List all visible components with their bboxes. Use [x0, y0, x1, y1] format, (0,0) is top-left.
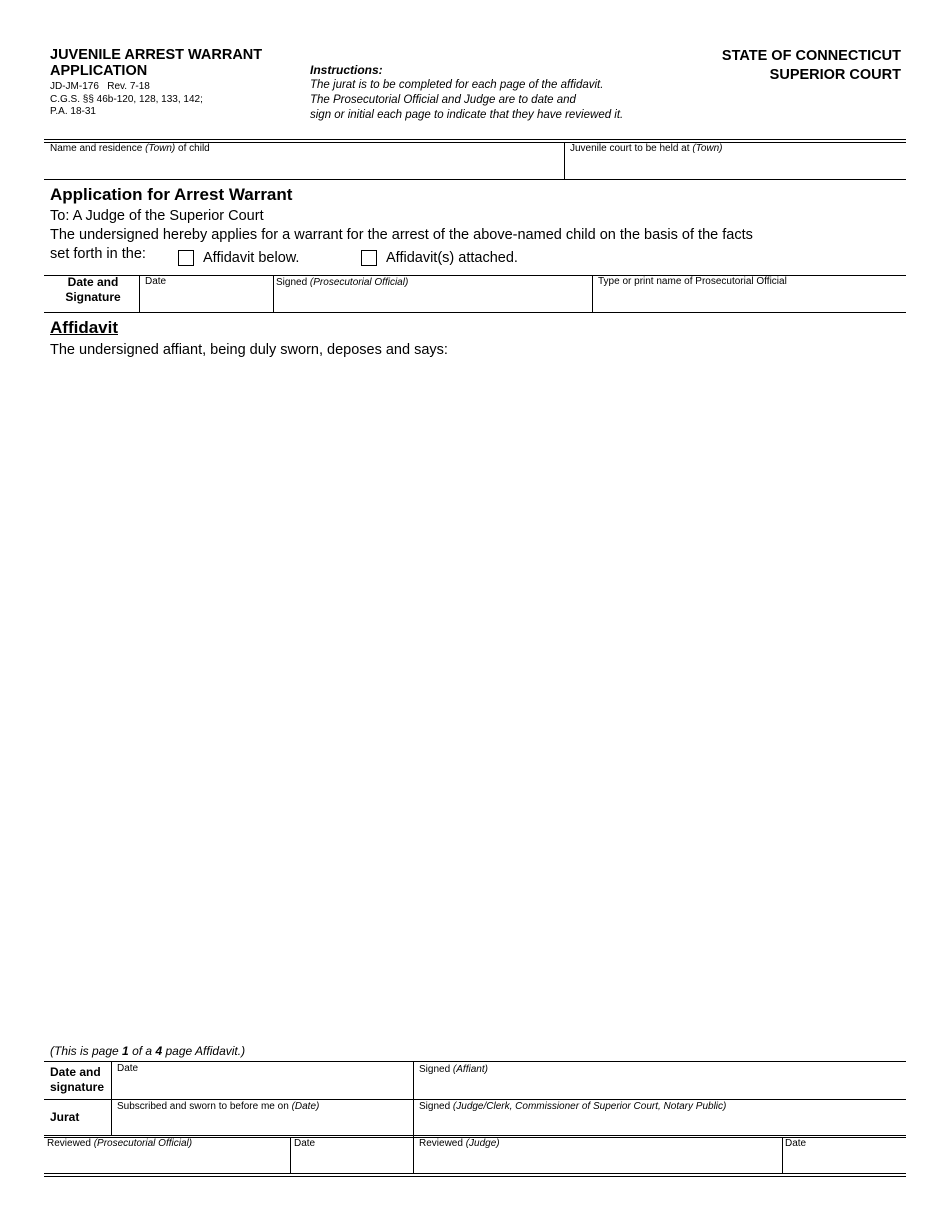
jurat-date-signature-label: Date and signature [50, 1065, 105, 1094]
form-meta [50, 81, 203, 119]
instructions-line: The Prosecutorial Official and Judge are to date and [310, 94, 576, 106]
affidavit-attached-checkbox[interactable] [361, 250, 377, 266]
divider [44, 179, 906, 180]
affidavit-below-label: Affidavit below. [203, 250, 300, 266]
judge-signature-field[interactable] [415, 1100, 904, 1134]
affidavit-below-checkbox[interactable] [178, 250, 194, 266]
application-to-line: To: A Judge of the Superior Court [50, 208, 264, 224]
application-title: Application for Arrest Warrant [50, 185, 293, 204]
application-date-label: Date [145, 276, 167, 287]
divider [44, 139, 906, 140]
divider [592, 275, 593, 312]
date-and-signature-label: Date and Signature [65, 275, 121, 304]
page-note: (This is page 1 of a 4 page Affidavit.) [50, 1044, 246, 1058]
page-number: 1 [122, 1044, 129, 1058]
form-title-line2: APPLICATION [50, 63, 148, 79]
affidavit-attached-label: Affidavit(s) attached. [386, 250, 518, 266]
reviewed-judge-field[interactable] [415, 1138, 780, 1172]
divider [782, 1137, 783, 1173]
judge-signed-label: Signed (Judge/Clerk, Commissioner of Superior Court, Notary Public) [419, 1101, 727, 1112]
jurat-date-field[interactable] [113, 1062, 411, 1098]
form-title-line1: JUVENILE ARREST WARRANT [50, 47, 263, 63]
reviewed-prosecutor-field[interactable] [46, 1138, 288, 1172]
divider [44, 1173, 906, 1174]
child-name-label: Name and residence (Town) of child [50, 143, 210, 154]
jurat-label: Jurat [50, 1110, 80, 1124]
divider [111, 1061, 112, 1135]
divider [413, 1061, 414, 1173]
prosecutor-signed-label: Signed (Prosecutorial Official) [276, 277, 409, 288]
divider [290, 1137, 291, 1173]
court-town-field[interactable] [566, 142, 904, 178]
divider [564, 142, 565, 179]
jurat-date-label: Date [117, 1063, 139, 1074]
reviewed-judge-date-field[interactable] [784, 1138, 904, 1172]
application-body-cont: set forth in the: [50, 246, 146, 262]
statute-reference: C.G.S. §§ 46b-120, 128, 133, 142; [50, 93, 203, 105]
application-body: The undersigned hereby applies for a warrant for the arrest of the above-named child on the basis of the facts [50, 227, 753, 243]
state-name: STATE OF CONNECTICUT [721, 48, 901, 64]
subscribed-label: Subscribed and sworn to before me on (Date) [117, 1101, 320, 1112]
divider [44, 1176, 906, 1177]
affiant-signature-field[interactable] [415, 1062, 904, 1098]
state-court-header [722, 47, 901, 85]
instructions-text [310, 78, 690, 123]
divider [44, 312, 906, 313]
reviewed-prosecutor-date-field[interactable] [292, 1138, 411, 1172]
affidavit-title: Affidavit [50, 318, 118, 337]
court-name: SUPERIOR COURT [769, 67, 901, 83]
instructions-title: Instructions: [310, 63, 383, 77]
affidavit-text-area[interactable] [50, 372, 900, 1032]
reviewed-prosecutor-date-label: Date [294, 1138, 316, 1149]
instructions-line: sign or initial each page to indicate that they have reviewed it. [310, 109, 624, 121]
reviewed-judge-date-label: Date [785, 1138, 807, 1149]
affiant-signed-label: Signed (Affiant) [419, 1064, 488, 1075]
divider [44, 1135, 906, 1136]
child-name-field[interactable] [46, 142, 562, 178]
form-number: JD-JM-176 Rev. 7-18 [50, 81, 150, 92]
instructions-line: The jurat is to be completed for each page of the affidavit. [310, 79, 604, 91]
form-title [50, 47, 300, 79]
application-date-field[interactable] [141, 276, 271, 311]
reviewed-prosecutor-label: Reviewed (Prosecutorial Official) [47, 1138, 193, 1149]
court-town-label: Juvenile court to be held at (Town) [570, 143, 723, 154]
prosecutor-signature-field[interactable] [275, 276, 590, 311]
public-act: P.A. 18-31 [50, 106, 96, 117]
page-total: 4 [155, 1044, 163, 1058]
prosecutor-name-label: Type or print name of Prosecutorial Official [598, 276, 787, 287]
affidavit-intro: The undersigned affiant, being duly sworn, deposes and says: [50, 342, 448, 358]
reviewed-judge-label: Reviewed (Judge) [419, 1138, 500, 1149]
divider [273, 275, 274, 312]
prosecutor-name-field[interactable] [594, 276, 904, 311]
divider [139, 275, 140, 312]
sworn-date-field[interactable] [113, 1100, 411, 1134]
